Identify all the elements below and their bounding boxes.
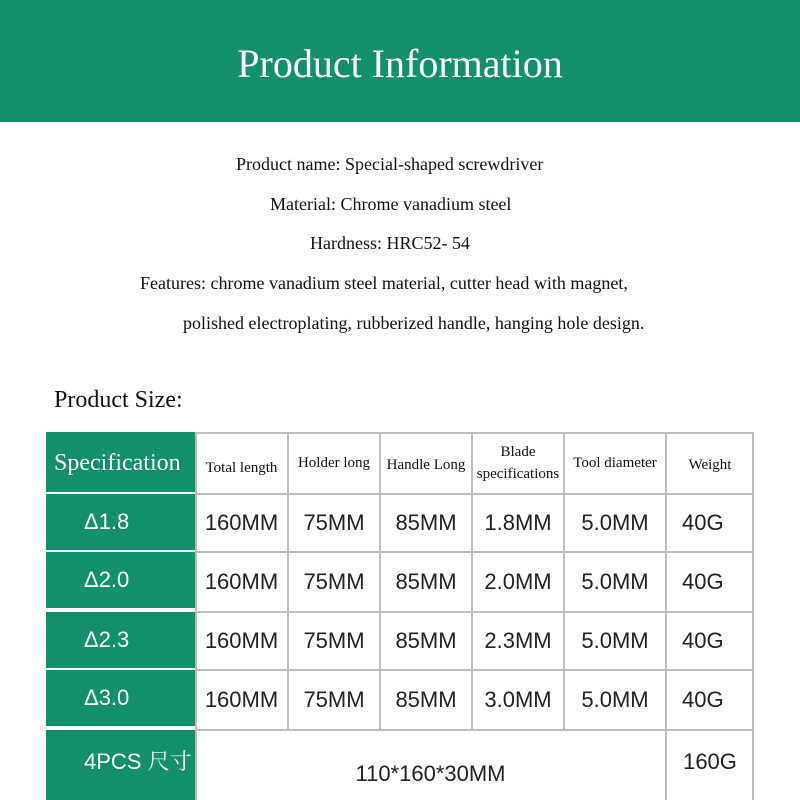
cell-tool-diameter: 5.0MM xyxy=(564,494,666,552)
row-divider xyxy=(46,610,195,612)
grid-line xyxy=(195,611,754,613)
cell-weight: 40G xyxy=(666,670,754,730)
info-line-features-cont: polished electroplating, rubberized handle, hanging hole design. xyxy=(183,313,645,333)
header-total-length: Total length xyxy=(195,432,288,494)
grid-line xyxy=(195,493,754,495)
row-divider xyxy=(46,492,195,494)
row-spec-label: Δ2.3 xyxy=(46,612,195,668)
info-line-name: Product name: Special-shaped screwdriver xyxy=(236,154,544,174)
cell-holder-long: 75MM xyxy=(288,494,380,552)
cell-weight: 40G xyxy=(666,494,754,552)
grid-line xyxy=(471,432,473,730)
grid-line xyxy=(379,432,381,730)
grid-line xyxy=(195,432,197,800)
cell-handle-long: 85MM xyxy=(380,494,472,552)
cell-handle-long: 85MM xyxy=(380,612,472,670)
cell-blade-spec: 2.0MM xyxy=(472,552,564,612)
grid-line xyxy=(287,432,289,730)
row-divider xyxy=(46,728,195,730)
header-blade-specifications xyxy=(472,432,564,494)
size-table xyxy=(46,432,754,800)
header-tool-diameter: Tool diameter xyxy=(564,432,666,494)
row-spec-label: Δ3.0 xyxy=(46,670,195,726)
cell-total-length: 160MM xyxy=(195,670,288,730)
grid-line xyxy=(752,432,754,800)
grid-line xyxy=(195,669,754,671)
cell-weight: 40G xyxy=(666,552,754,612)
grid-line xyxy=(195,551,754,553)
grid-line xyxy=(563,432,565,730)
cell-blade-spec: 2.3MM xyxy=(472,612,564,670)
grid-line xyxy=(665,432,667,800)
cell-blade-spec: 3.0MM xyxy=(472,670,564,730)
row-spec-label: Δ2.0 xyxy=(46,552,195,608)
row-divider xyxy=(46,668,195,670)
header-banner xyxy=(0,0,800,122)
row-spec-label: Δ1.8 xyxy=(46,494,195,550)
cell-handle-long: 85MM xyxy=(380,670,472,730)
set-label: 4PCS 尺寸 xyxy=(46,730,195,800)
cell-total-length: 160MM xyxy=(195,612,288,670)
info-line-hardness: Hardness: HRC52- 54 xyxy=(310,233,470,253)
cell-tool-diameter: 5.0MM xyxy=(564,552,666,612)
cell-handle-long: 85MM xyxy=(380,552,472,612)
header-holder-long: Holder long xyxy=(288,432,380,494)
cell-tool-diameter: 5.0MM xyxy=(564,612,666,670)
product-size-title: Product Size: xyxy=(54,387,183,413)
row-divider xyxy=(46,550,195,552)
set-weight: 160G xyxy=(666,730,754,800)
set-dimensions: 110*160*30MM xyxy=(195,730,666,800)
cell-holder-long: 75MM xyxy=(288,552,380,612)
header-blade-line2: specifications xyxy=(476,466,560,482)
header-weight: Weight xyxy=(666,432,754,494)
cell-weight: 40G xyxy=(666,612,754,670)
header-specification: Specification xyxy=(46,432,195,494)
grid-line xyxy=(195,729,754,731)
cell-holder-long: 75MM xyxy=(288,670,380,730)
cell-total-length: 160MM xyxy=(195,552,288,612)
cell-total-length: 160MM xyxy=(195,494,288,552)
header-handle-long: Handle Long xyxy=(380,432,472,494)
header-blade-line1: Blade xyxy=(500,444,536,460)
cell-tool-diameter: 5.0MM xyxy=(564,670,666,730)
info-line-material: Material: Chrome vanadium steel xyxy=(270,194,512,214)
info-line-features: Features: chrome vanadium steel material, cutter head with magnet, xyxy=(140,273,628,293)
cell-blade-spec: 1.8MM xyxy=(472,494,564,552)
cell-holder-long: 75MM xyxy=(288,612,380,670)
grid-line xyxy=(195,432,754,434)
page-title: Product Information xyxy=(237,41,563,86)
